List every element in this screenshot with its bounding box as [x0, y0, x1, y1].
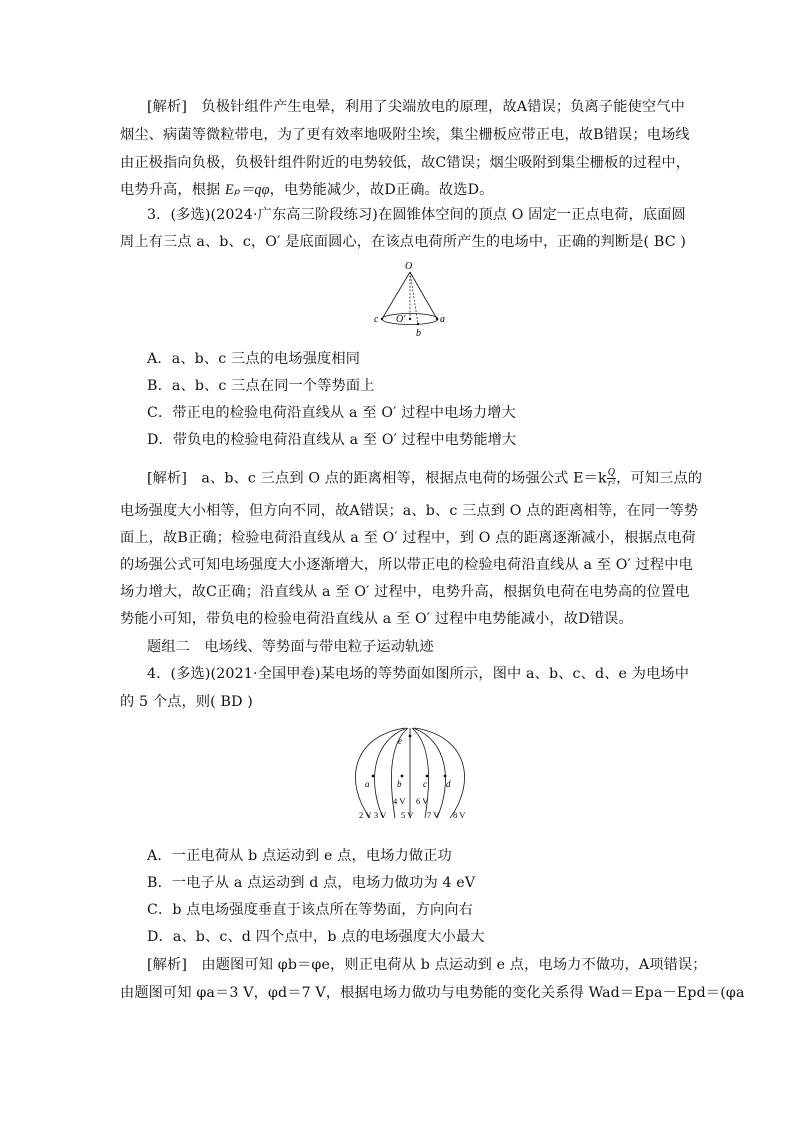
analysis1-line3: 由正极指向负极，负极针组件附近的电势较低，故C错误；烟尘吸附到集尘栅板的过程中，: [120, 155, 691, 171]
cone-label-Oprime: O′: [396, 314, 406, 325]
eq-label-a: a: [365, 779, 370, 789]
q3-option-b: B．a、b、c 三点在同一个等势面上: [147, 378, 375, 394]
analysis2-line1: [147, 468, 707, 489]
q4-stem-line1: 4．(多选)(2021·全国甲卷)某电场的等势面如图所示，图中 a、b、c、d、e 为电场中: [147, 666, 690, 682]
q4-option-c: C．b 点电场强度垂直于该点所在等势面，方向向右: [147, 902, 473, 918]
eq-potential-4v: 4 V: [393, 796, 406, 806]
q3-option-a: A．a、b、c 三点的电场强度相同: [147, 351, 361, 367]
eq-potential-6v: 6 V: [416, 796, 429, 806]
cone-label-a: a: [440, 314, 445, 325]
analysis2-line5: 场力增大，故C正确；沿直线从 a 至 O′ 过程中，电势升高，根据负电荷在电势高的位置电: [120, 584, 690, 600]
q4-option-b: B．一电子从 a 点运动到 d 点，电场力做功为 4 eV: [147, 875, 476, 891]
analysis1-line4-a: 电势升高，根据: [120, 182, 226, 198]
q3-option-c: C．带正电的检验电荷沿直线从 a 至 O′ 过程中电场力增大: [147, 405, 516, 421]
eq-potential-5v: 5 V: [401, 810, 414, 820]
analysis3-line2: 由题图可知 φa＝3 V，φd＝7 V，根据电场力做功与电势能的变化关系得 Wad＝Epa－Epd＝(φa: [120, 985, 745, 1001]
q3-stem-line1: 3．(多选)(2024·广东高三阶段练习)在圆锥体空间的顶点 O 固定一正点电荷，底面圆: [147, 207, 686, 223]
q4-option-a: A．一正电荷从 b 点运动到 e 点，电场力做正功: [147, 848, 452, 864]
cone-figure: [366, 258, 456, 340]
cone-label-c: c: [374, 314, 379, 325]
q3-stem-line2: 周上有三点 a、b、c，O′ 是底面圆心，在该点电荷所产生的电场中，正确的判断是( BC ): [120, 234, 687, 250]
eq-potential-7v: 7 V: [427, 810, 440, 820]
q4-option-d: D．a、b、c、d 四个点中，b 点的电场强度大小最大: [147, 929, 485, 945]
analysis1-line2: 烟尘、病菌等微粒带电，为了更有效率地吸附尘埃，集尘栅板应带正电，故B错误；电场线: [120, 127, 690, 143]
fraction-numerator: Q: [607, 467, 616, 478]
eq-label-d: d: [446, 779, 451, 789]
eq-potential-2v: 2 V: [359, 810, 372, 820]
group2-heading: 题组二 电场线、等势面与带电粒子运动轨迹: [147, 639, 434, 655]
analysis2-line2: 电场强度大小相等，但方向不同，故A错误；a、b、c 三点到 O 点的距离相等，在同一等势: [120, 503, 699, 519]
eq-label-e: e: [398, 736, 402, 746]
cone-label-b: b: [416, 328, 421, 339]
equipotential-figure: [345, 726, 477, 824]
analysis3-line1: [解析] 由题图可知 φb＝φe，则正电荷从 b 点运动到 e 点，电场力不做功，A项错误；: [147, 957, 707, 973]
analysis2-line4: 的场强公式可知电场强度大小逐渐增大，所以带正电的检验电荷沿直线从 a 至 O′ 过程中电: [120, 557, 693, 573]
analysis2-line1-a: [解析] a、b、c 三点到 O 点的距离相等，根据点电荷的场强公式 E＝k: [147, 470, 607, 487]
analysis2-line6: 势能小可知，带负电的检验电荷沿直线从 a 至 O′ 过程中电势能减小，故D错误。: [120, 611, 633, 627]
field-formula-fraction: [607, 468, 616, 489]
eq-potential-3v: 3 V: [374, 810, 387, 820]
q3-option-d: D．带负电的检验电荷沿直线从 a 至 O′ 过程中电势能增大: [147, 432, 517, 448]
analysis1-line1: [解析] 负极针组件产生电晕，利用了尖端放电的原理，故A错误；负离子能使空气中: [147, 99, 685, 115]
q4-stem-line2: 的 5 个点，则( BD ): [120, 694, 253, 710]
eq-label-c: c: [423, 779, 427, 789]
analysis2-line1-b: ，可知三点的: [616, 470, 703, 487]
analysis2-line3: 面上，故B正确；检验电荷沿直线从 a 至 O′ 过程中，到 O 点的距离逐渐减小，根据点电荷: [120, 530, 696, 546]
analysis1-line4-b: ，电势能减少，故D正确。故选D。: [269, 182, 494, 198]
analysis1-equation: Eₚ＝qφ: [225, 182, 270, 198]
cone-label-O: O: [405, 261, 413, 272]
fraction-denominator: r²: [607, 478, 616, 489]
analysis1-line4: [120, 180, 680, 200]
eq-potential-8v: 8 V: [453, 810, 466, 820]
eq-label-b: b: [397, 779, 402, 789]
